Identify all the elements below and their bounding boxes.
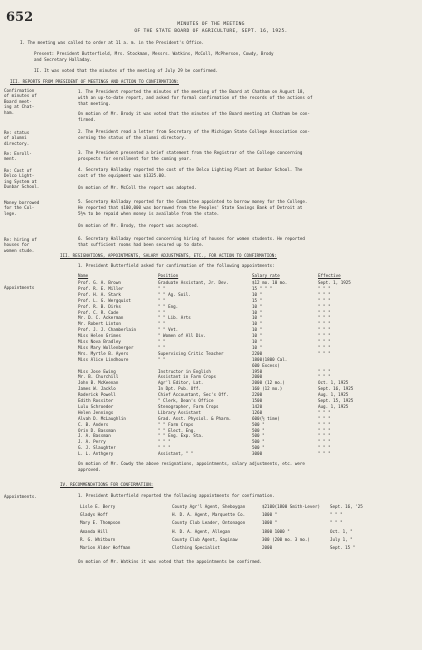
table-cell: " " "	[318, 303, 331, 309]
item-2-line-1: 2. The President read a letter from Secretary of the Michigan State College Association con-	[78, 129, 310, 134]
motion-line-2: approved.	[78, 467, 101, 472]
motion-line-1: On motion of Mr. Cowdy the above resignations, appointments, salary adjustments, etc. were	[78, 461, 305, 466]
table-cell: " " "	[318, 415, 331, 421]
col-header-effective: Effective	[318, 273, 341, 278]
table-cell: Mr. B. Churchill	[78, 374, 119, 380]
table-cell: 1500	[252, 398, 263, 403]
table-cell: 1950	[252, 368, 263, 374]
col-header-position: Position	[158, 273, 179, 278]
table-cell: " " "	[318, 339, 331, 344]
table-cell: " " Ag. Soil.	[158, 291, 191, 297]
table-cell: Prof. R. E. Miller	[78, 285, 124, 291]
margin-note-houses: Re: hiring of houses for women stude.	[4, 237, 37, 253]
table-cell: County Agr'l Agent, Sheboygan	[172, 504, 246, 509]
table-cell: 1800 1000 "	[262, 528, 290, 534]
table-cell: Roderick Powell	[78, 392, 116, 398]
table-cell: " " "	[318, 315, 331, 321]
appointments-intro: 1. President Butterfield asked for confirmation of the following appointments:	[78, 263, 275, 268]
table-cell: " "	[158, 309, 166, 315]
table-cell: " "	[158, 356, 166, 362]
table-cell: 10 "	[252, 321, 263, 327]
table-cell: J. A. Bassman	[78, 433, 111, 439]
table-cell: " Clerk, Dean's Office	[158, 398, 214, 403]
table-cell: 1000 "	[262, 520, 278, 526]
table-cell: Prof. H. A. Stark	[78, 291, 121, 297]
table-cell: " " "	[318, 321, 331, 327]
margin-note-alumni: Re: status of alumni directory.	[4, 130, 30, 146]
table-cell: Sept. 15, 1925	[318, 398, 354, 403]
table-cell: Mr. D. C. Ackerman	[78, 315, 124, 321]
table-cell: 160 (12 mo.)	[252, 386, 283, 392]
table-cell: Chief Accountant, Sec's Off.	[158, 392, 229, 398]
table-cell: " " Farm Crops	[158, 421, 194, 427]
table-cell: 2000	[262, 545, 273, 550]
table-cell: 2000 (12 mo.)	[252, 380, 285, 386]
table-cell: Mr. Robert Linton	[78, 321, 121, 327]
table-cell: " "	[158, 297, 166, 303]
item-5-line-2: He reported that $100,000 was borrowed from the Peoples' State Savings Bank of Detroit at	[78, 205, 303, 210]
table-cell: Clothing Specialist	[172, 545, 220, 550]
table-cell: " " "	[158, 445, 171, 451]
table-cell: H. D. A. Agent, Marquette Co.	[172, 512, 246, 518]
table-cell: 500 "	[252, 427, 265, 433]
item-4-line-2: cost of the equipment was $1325.00.	[78, 173, 167, 178]
table-cell: County Club Leader, Ontonagon	[172, 520, 246, 526]
table-cell: Miss Alice Lindhoure	[78, 356, 129, 362]
table-cell: 500 "	[252, 421, 265, 427]
table-cell: " " "	[158, 439, 171, 445]
table-cell: Assistant in Farm Crops	[158, 374, 216, 380]
final-motion: On motion of Mr. Watkins it was voted that the appointments be confirmed.	[78, 559, 263, 564]
table-cell: Miss Mary Wollenberger	[78, 344, 134, 350]
table-cell: Grad. Asst. Physiol. & Pharm.	[158, 415, 232, 421]
table-cell: Prof. J. J. Chamberlain	[78, 327, 136, 333]
table-cell: 15 " " "	[252, 285, 273, 291]
table-cell: 10 "	[252, 309, 263, 315]
table-cell: Stenographer, Farm Crops	[158, 403, 219, 409]
table-cell: County Club Agent, Saginaw	[172, 536, 238, 542]
table-cell: James W. Jacklo	[78, 386, 116, 392]
item-6-line-2: that sufficient rooms had been secured up to date.	[78, 242, 205, 247]
present-line-2: and Secretary Halladay.	[34, 57, 92, 62]
table-cell: " " Eng. Exp. Sta.	[158, 433, 204, 439]
item-4-line-3: On motion of Mr. McColl the report was adopted.	[78, 185, 197, 190]
table-cell: 600(½ time)	[252, 415, 280, 421]
item-5-line-3: 5½% to be repaid when money is available from the state.	[78, 211, 220, 216]
table-cell: " " "	[318, 309, 331, 315]
table-cell: Miss Nova Bradley	[78, 339, 121, 344]
table-cell: " " "	[318, 350, 331, 356]
table-cell: Aug. 1, 1925	[318, 403, 349, 409]
table-cell: " " Elect. Eng.	[158, 427, 196, 433]
item-1-line-5: firmed.	[78, 117, 96, 122]
table-cell: R. G. Whitburn	[80, 536, 116, 542]
margin-note-enrollment: Re: Enroll- ment.	[4, 151, 32, 162]
table-cell: 1000 "	[262, 512, 278, 518]
table-cell: " " "	[318, 433, 331, 439]
table-cell: 1420	[252, 403, 263, 409]
table-cell: Prof. G. A. Brown	[78, 280, 121, 285]
item-i: I. The meeting was called to order at 11 a. m. in the President's Office.	[20, 40, 205, 45]
present-line-1: Present: President Butterfield, Mrs. Stockman, Messrs. Watkins, McColl, McPherson, Cowdy, Brody	[34, 51, 274, 56]
table-cell: " " "	[318, 445, 331, 451]
col-header-salary: Salary rate	[252, 273, 280, 278]
table-cell: Instructor in English	[158, 368, 211, 374]
margin-note-delco: Re: Cost of Delco Light- ing System at Dunbar School.	[4, 168, 40, 190]
table-cell: 10 "	[252, 291, 263, 297]
table-cell: 2200	[252, 392, 263, 398]
table-cell: 600 Excess)	[252, 362, 280, 368]
table-cell: 500 "	[252, 445, 265, 451]
table-cell: Graduate Assistant, Jr. Dev.	[158, 280, 229, 285]
table-cell: G. J. Slaughter	[78, 445, 116, 451]
table-cell: " " Eng.	[158, 303, 179, 309]
page-number: 652	[6, 10, 34, 25]
table-cell: Helen Jennings	[78, 409, 114, 415]
item-3-line-2: prospects for enrollment for the coming year.	[78, 156, 192, 161]
table-cell: " " "	[330, 512, 343, 518]
table-cell: In Dpt. Pub. Off.	[158, 386, 201, 392]
table-cell: Sept. 16, '25	[330, 504, 363, 509]
table-cell: " " "	[318, 439, 331, 445]
table-cell: 3000	[252, 451, 263, 457]
header-line-1: MINUTES OF THE MEETING	[177, 22, 245, 27]
table-cell: Sept. 1, 1925	[318, 280, 351, 285]
table-cell: " " Lib. Arts	[158, 315, 191, 321]
table-cell: " Women of All Div.	[158, 333, 206, 339]
table-cell: " "	[158, 339, 166, 344]
item-5-line-1: 5. Secretary Halladay reported for the Committee appointed to borrow money for the College.	[78, 199, 308, 204]
table-cell: 10 "	[252, 333, 263, 339]
item-2-line-2: cerning the status of the alumni directory.	[78, 135, 187, 140]
item-1-line-3: that meeting.	[78, 101, 111, 106]
table-cell: " " "	[318, 285, 331, 291]
table-cell: 300 (200 mo. 3 mo.)	[262, 536, 310, 542]
table-cell: Sept. 16, 1925	[318, 386, 354, 392]
table-cell: $12 mo. 10 mo.	[252, 280, 288, 285]
table-cell: 500 "	[252, 439, 265, 445]
section-iii-heading: III. REPORTS FROM PRESIDENT OF MEETINGS AND ACTION TO CONFIRMATION:	[10, 79, 179, 84]
table-cell: Edith Rossiter	[78, 398, 114, 403]
section-iv-heading: IV. RECOMMENDATIONS FOR CONFIRMATION:	[60, 482, 154, 487]
margin-note-appointments-2: Appointments.	[4, 494, 37, 499]
table-cell: J. A. Perry	[78, 439, 106, 445]
table-cell: Agr'l Editor, Lat.	[158, 380, 204, 386]
table-cell: Prof. C. R. Cade	[78, 309, 119, 315]
table-cell: Miss Helen Grimes	[78, 333, 121, 339]
table-cell: C. B. Anders	[78, 421, 109, 427]
table-cell: Aug. 1, 1925	[318, 392, 349, 398]
item-6-line-1: 6. Secretary Halladay reported concerning hiring of houses for women students. He reported	[78, 236, 305, 241]
table-cell: " " "	[318, 421, 331, 427]
table-cell: 15 "	[252, 297, 263, 303]
table-cell: 500 "	[252, 433, 265, 439]
table-cell: " " "	[318, 427, 331, 433]
item-1-line-2: with an up-to-date report, and asked for formal confirmation of the records of the actions of	[78, 95, 313, 100]
item-3-line-1: 3. The President presented a brief statement from the Registrar of the College concerning	[78, 150, 303, 155]
table-cell: " " "	[318, 333, 331, 339]
margin-note-money: Money borrowed for the Col- lege.	[4, 200, 40, 216]
table-cell: 2200	[252, 350, 263, 356]
table-cell: 1260	[252, 409, 263, 415]
table-cell: Oct. 1, "	[330, 528, 353, 534]
table-cell: " " "	[318, 374, 331, 380]
table-cell: 10 "	[252, 303, 263, 309]
table-cell: 10 "	[252, 327, 263, 333]
table-cell: Marion Alder Hoffman	[80, 545, 131, 550]
item-5-line-4: On motion of Mr. Brody, the report was accepted.	[78, 223, 200, 228]
table-cell: Sept. 15 "	[330, 545, 356, 550]
table-cell: Library Assistant	[158, 409, 201, 415]
item-4-line-1: 4. Secretary Halladay reported the cost of the Delco Lighting Plant at Dunbar School. The	[78, 167, 303, 172]
table-cell: " "	[158, 321, 166, 327]
table-cell: " " "	[330, 520, 343, 526]
table-cell: 2000	[252, 374, 263, 380]
table-cell: Amanda Hill	[80, 528, 108, 534]
header-line-2: OF THE STATE BOARD OF AGRICULTURE, SEPT. 16, 1925.	[134, 29, 288, 34]
table-cell: Supervising Critic Teacher	[158, 350, 224, 356]
table-cell: Lulu Schroeder	[78, 403, 114, 409]
col-header-name: Name	[78, 273, 89, 278]
table-cell: 1800(1800 Cal.	[252, 356, 288, 362]
table-cell: 10 "	[252, 315, 263, 321]
table-cell: Assistant, " "	[158, 451, 194, 457]
table-cell: L. L. Anthgery	[78, 451, 114, 457]
table-cell: H. D. A. Agent, Allegan	[172, 528, 230, 534]
recommend-intro: 1. President Butterfield reported the following appointments for confirmation.	[78, 493, 275, 498]
item-1-line-1: 1. The President reported the minutes of the meeting of the Board at Chatham on August 18,	[78, 89, 305, 94]
margin-note-minutes: Confirmation of minutes of Board meet- ing at Chat- ham.	[4, 88, 37, 115]
table-cell: Oct. 1, 1925	[318, 380, 349, 386]
table-cell: Alvah D. McLaughlin	[78, 415, 126, 421]
table-cell: " " "	[318, 344, 331, 350]
table-cell: " " "	[318, 291, 331, 297]
table-cell: " " "	[318, 409, 331, 415]
item-1-line-4: On motion of Mr. Brody it was voted that the minutes of the Board meeting at Chatham be con-	[78, 111, 310, 116]
table-cell: " " "	[318, 327, 331, 333]
table-cell: " "	[158, 285, 166, 291]
table-cell: " " "	[318, 297, 331, 303]
margin-note-appointments: Appointments	[4, 285, 35, 290]
table-cell: Prof. L. G. Wergquist	[78, 297, 131, 303]
table-cell: Miss Jose Ewing	[78, 368, 116, 374]
table-cell: John B. McKeenan	[78, 380, 119, 386]
section-iii-a-heading: III. RESIGNATIONS, APPOINTMENTS, SALARY ADJUSTMENTS, ETC., FOR ACTION TO CONFIRMATION:	[60, 253, 277, 258]
table-cell: Lisle E. Berry	[80, 504, 116, 509]
table-cell: July 1, "	[330, 536, 353, 542]
table-cell: 10 "	[252, 339, 263, 344]
item-ii: II. It was voted that the minutes of the meeting of July 29 be confirmed.	[34, 68, 219, 73]
table-cell: Prof. R. B. Dirks	[78, 303, 121, 309]
table-cell: " " Vet.	[158, 327, 179, 333]
table-cell: " "	[158, 344, 166, 350]
table-cell: Mary E. Thompson	[80, 520, 121, 526]
table-cell: " " "	[318, 368, 331, 374]
table-cell: Gladys Hoff	[80, 512, 108, 518]
table-cell: 10 "	[252, 344, 263, 350]
table-cell: " " "	[318, 451, 331, 457]
table-cell: Mrs. Myrtle B. Ayers	[78, 350, 129, 356]
table-cell: Orin D. Bassman	[78, 427, 116, 433]
table-cell: $2100(1800 Smith-Lever)	[262, 504, 320, 509]
